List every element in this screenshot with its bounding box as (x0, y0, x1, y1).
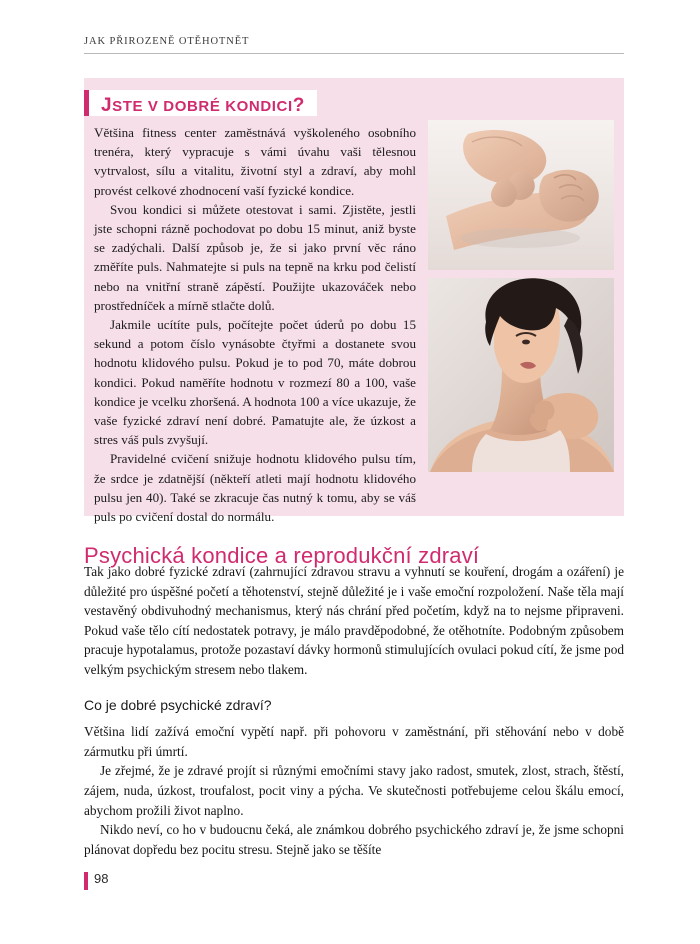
neck-pulse-illustration (428, 278, 614, 472)
feature-paragraph: Jakmile ucítíte puls, počítejte počet úderů po dobu 15 sekund a potom číslo vynásobte čtyřmi a dostanete svou hodnotu klidového pulsu. Pokud je to pod 70, máte dobrou kondici. Pokud naměříte hodnotu v rozmezí 80 a 100, vaše kondice je vcelku zhoršená. A hodnota 100 a více ukazuje, že vaše fyzické zdraví není dobré. Pamatujte ale, že úzkost a stres váš puls zvyšují. (94, 317, 416, 448)
body-paragraph: Většina lidí zažívá emoční vypětí např. při pohovoru v zaměstnání, při stěhování nebo v době zármutku při úmrtí. (84, 724, 624, 759)
body-paragraph: Nikdo neví, co ho v budoucnu čeká, ale známkou dobrého psychického zdraví je, že jsme schopni plánovat dopředu bez pocitu stresu. Stejně jako se těšíte (84, 822, 624, 857)
feature-title-question-mark: ? (292, 95, 305, 116)
body-paragraph-intro: Tak jako dobré fyzické zdraví (zahrnující zdravou stravu a vyhnutí se kouření, drogám a ozáření) je důležité pro úspěšné početí a těhotenství, stejně důležité je i vaše emoční rozpoložení. Naše těla mají vestavěný obdivuhodný mechanismus, který nás chrání před početím, když na to nejsme připraveni. Pokud vaše tělo cítí nedostatek potravy, je málo pravděpodobné, že otěhotníte. Podobným způsobem pracuje hypotalamus, protože pozastaví dávky hormonů stimulujících ovulaci pokud cítí, že jsme pod velkým psychickým stresem nebo tlakem. (84, 564, 624, 677)
section-body (84, 562, 624, 859)
feature-paragraph: Svou kondici si můžete otestovat i sami. Zjistěte, jestli jste schopni rázně pochodovat po dobu 15 minut, aniž byste se zadýchali. Další způsob je, že si jako první věc ráno změříte puls. Nahmatejte si puls na tepně na krku pod čelistí nebo na vnitřní straně zápěstí. Použijte ukazováček nebo prostředníček a mírně stlačte dolů. (94, 201, 416, 313)
photo-taking-wrist-pulse (428, 120, 614, 270)
body-paragraph: Je zřejmé, že je zdravé projít si různými emočními stavy jako radost, smutek, zlost, strach, štěstí, zájem, nuda, úzkost, troufalost, pocit viny a pýcha. Ve skutečnosti potřebujeme celou škálu emocí, abychom prožili život naplno. (84, 763, 624, 818)
feature-paragraph: Pravidelné cvičení snižuje hodnotu klidového pulsu tím, že srdce je zdatnější (někteří atleti mají hodnotu klidového pulsu jen 40). Také se zkracuje čas nutný k tomu, aby se váš puls po cvičení dostal do normálu. (94, 451, 416, 525)
feature-title-bar (84, 90, 317, 116)
feature-title-dropcap: J (101, 95, 113, 116)
page-number: 98 (94, 871, 109, 886)
feature-title-rest: STE V DOBRÉ KONDICI (112, 98, 293, 115)
feature-box (84, 78, 624, 525)
running-head-rule (84, 53, 624, 54)
feature-paragraph: Většina fitness center zaměstnává vyškoleného osobního trenéra, který vypracuje s vámi úvahu vaši tělesnou vytrvalost, sílu a vitalitu, životní styl a zdraví, aby mohl provést celkové zhodnocení vaší fyzické kondice. (94, 125, 416, 198)
wrist-pulse-illustration (428, 120, 614, 270)
section-subheading: Co je dobré psychické zdraví? (84, 696, 272, 713)
feature-title (101, 95, 305, 117)
feature-body-text (94, 123, 416, 526)
running-head: JAK PŘIROZENĚ OTĚHOTNĚT (84, 36, 250, 47)
section-heading: Psychická kondice a reprodukční zdraví (84, 542, 480, 568)
folio-rule (84, 872, 88, 890)
photo-taking-neck-pulse (428, 278, 614, 472)
